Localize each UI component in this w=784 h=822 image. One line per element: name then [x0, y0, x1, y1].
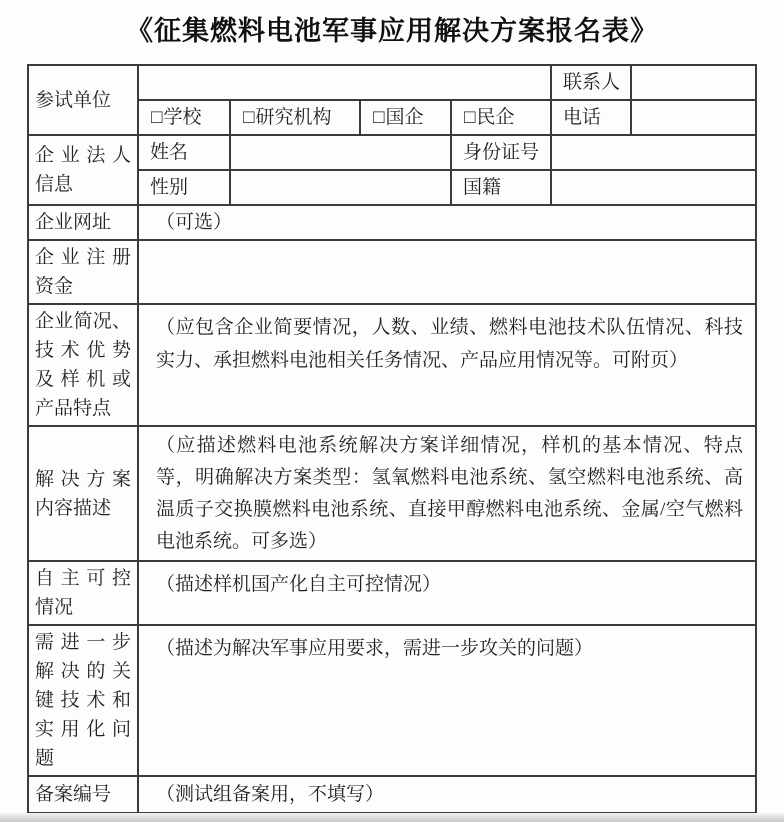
unit-type-label-private: 民企	[476, 107, 515, 128]
unit-type-option-private[interactable]	[451, 100, 551, 135]
page-bottom-shade	[0, 813, 784, 822]
nationality-value-blank[interactable]	[551, 170, 756, 205]
registered-capital-label: 企 业 注 册 资金	[28, 240, 138, 304]
solution-label: 解 决 方 案 内容描述	[28, 426, 138, 561]
gender-value-blank[interactable]	[230, 170, 451, 205]
checkbox-icon[interactable]: □	[151, 107, 163, 128]
unit-type-label-research: 研究机构	[255, 107, 332, 128]
solution-instructions: （应描述燃料电池系统解决方案详细情况，样机的基本情况、特点等，明确解决方案类型：氢氧燃料电池系统、氢空燃料电池系统、高温质子交换膜燃料电池系统、直接甲醇燃料电池系统、金属/空气燃料电池系统。可多选）	[138, 426, 756, 561]
autonomy-instructions: （描述样机国产化自主可控情况）	[138, 561, 756, 625]
further-issues-instructions: （描述为解决军事应用要求，需进一步攻关的问题）	[138, 625, 756, 776]
checkbox-icon[interactable]: □	[373, 107, 385, 128]
contact-value-blank[interactable]	[631, 65, 756, 100]
contact-label: 联系人	[551, 65, 631, 100]
phone-label: 电话	[551, 100, 631, 135]
unit-name-blank[interactable]	[138, 65, 551, 100]
website-value[interactable]: （可选）	[138, 205, 756, 240]
company-profile-instructions: （应包含企业简要情况，人数、业绩、燃料电池技术队伍情况、科技实力、承担燃料电池相关任务情况、产品应用情况等。可附页）	[138, 304, 756, 426]
unit-label: 参试单位	[28, 65, 138, 135]
gender-label: 性别	[138, 170, 230, 205]
checkbox-icon[interactable]: □	[464, 107, 476, 128]
company-profile-label: 企 业 简 况 、 技 术 优 势 及 样 机 或 产品特点	[28, 304, 138, 426]
unit-type-option-school[interactable]	[138, 100, 230, 135]
id-number-value-blank[interactable]	[551, 135, 756, 170]
nationality-label: 国籍	[451, 170, 551, 205]
further-issues-label: 需 进 一 步 解 决 的 关 键 技 术 和 实 用 化 问 题	[28, 625, 138, 776]
website-label: 企业网址	[28, 205, 138, 240]
filing-number-label: 备案编号	[28, 776, 138, 813]
name-value-blank[interactable]	[230, 135, 451, 170]
checkbox-icon[interactable]: □	[243, 107, 255, 128]
name-label: 姓名	[138, 135, 230, 170]
unit-type-label-school: 学校	[163, 107, 202, 128]
legal-person-label: 企 业 法 人 信息	[28, 135, 138, 205]
filing-number-value: （测试组备案用，不填写）	[138, 776, 756, 813]
registered-capital-value-blank[interactable]	[138, 240, 756, 304]
autonomy-label: 自 主 可 控 情况	[28, 561, 138, 625]
unit-type-option-research[interactable]	[230, 100, 360, 135]
registration-form-table	[27, 64, 757, 814]
id-number-label: 身份证号	[451, 135, 551, 170]
form-title: 《征集燃料电池军事应用解决方案报名表》	[126, 16, 658, 46]
phone-value-blank[interactable]	[631, 100, 756, 135]
unit-type-option-state-owned[interactable]	[360, 100, 451, 135]
unit-type-label-state-owned: 国企	[385, 107, 424, 128]
